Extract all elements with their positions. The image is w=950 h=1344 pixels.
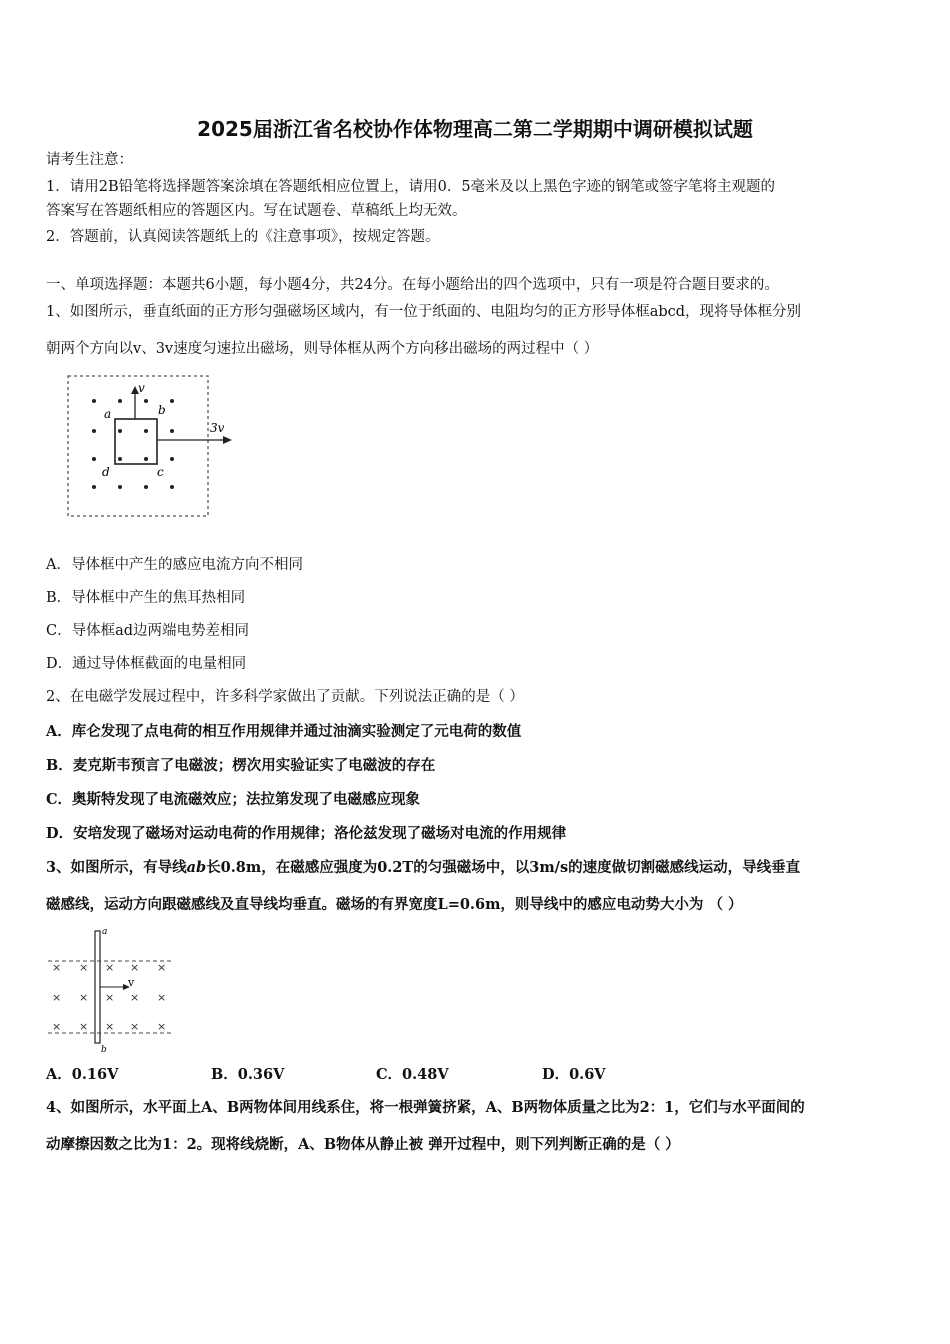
- svg-text:×: ×: [105, 1020, 115, 1033]
- q4-stem-line-2: 动摩擦因数之比为1：2。现将线烧断，A、B物体从静止被 弹开过程中，则下列判断正确的是（ ）: [46, 1136, 680, 1153]
- svg-text:×: ×: [130, 1020, 140, 1033]
- notice-item-1-line-1: 1．请用2B铅笔将选择题答案涂填在答题纸相应位置上，请用0．5毫米及以上黑色字迹的钢笔或签字笔将主观题的: [46, 179, 776, 195]
- q2-option-c: C．奥斯特发现了电流磁效应；法拉第发现了电磁感应现象: [46, 791, 421, 808]
- q3-stem-part-1: 3、如图所示，有导线: [46, 859, 187, 876]
- conductor-ab: [95, 931, 100, 1043]
- label-3v: 3v: [210, 421, 225, 435]
- q3-option-c: C．0.48V: [376, 1066, 449, 1083]
- svg-text:×: ×: [52, 1020, 62, 1033]
- label-a: a: [104, 407, 112, 421]
- q3-option-d: D．0.6V: [542, 1066, 606, 1083]
- q1-option-d: D．通过导体框截面的电量相同: [46, 656, 247, 672]
- page-title: 2025届浙江省名校协作体物理高二第二学期期中调研模拟试题: [197, 117, 753, 141]
- q3-stem-part-2: 长0.8m，在磁感应强度为0.2T的匀强磁场中，以3m/s的速度做切割磁感线运动，导线垂直: [206, 859, 801, 876]
- label-a: a: [102, 927, 108, 937]
- q2-option-a: A．库仑发现了点电荷的相互作用规律并通过油滴实验测定了元电荷的数值: [46, 723, 522, 740]
- label-c: c: [157, 465, 164, 479]
- svg-text:×: ×: [105, 991, 115, 1004]
- q1-option-c: C．导体框ad边两端电势差相同: [46, 623, 250, 639]
- q3-option-b: B．0.36V: [211, 1066, 285, 1083]
- svg-text:×: ×: [130, 961, 140, 974]
- svg-text:×: ×: [157, 991, 167, 1004]
- section-heading: 一、单项选择题：本题共6小题，每小题4分，共24分。在每小题给出的四个选项中，只有一项是符合题目要求的。: [46, 277, 779, 293]
- q1-figure: [60, 370, 240, 525]
- svg-text:×: ×: [79, 961, 89, 974]
- arrow-right-head: [223, 436, 232, 444]
- label-b: b: [101, 1045, 107, 1055]
- q2-option-b: B．麦克斯韦预言了电磁波；楞次用实验证实了电磁波的存在: [46, 757, 436, 774]
- q3-figure: [44, 925, 184, 1055]
- q1-option-b: B．导体框中产生的焦耳热相同: [46, 590, 246, 606]
- q3-option-a: A．0.16V: [46, 1066, 119, 1083]
- svg-text:×: ×: [157, 1020, 167, 1033]
- magnetic-field-region: [68, 376, 208, 516]
- notice-item-2: 2．答题前，认真阅读答题纸上的《注意事项》，按规定答题。: [46, 229, 440, 245]
- label-d: d: [102, 465, 110, 479]
- svg-text:×: ×: [105, 961, 115, 974]
- q3-stem-line-1: [46, 858, 800, 878]
- svg-text:×: ×: [52, 991, 62, 1004]
- svg-text:×: ×: [79, 1020, 89, 1033]
- svg-text:×: ×: [157, 961, 167, 974]
- notice-item-1-line-2: 答案写在答题纸相应的答题区内。写在试题卷、草稿纸上均无效。: [46, 203, 467, 219]
- notice-heading: 请考生注意：: [46, 152, 133, 168]
- q1-stem-line-2: 朝两个方向以v、3v速度匀速拉出磁场，则导体框从两个方向移出磁场的两过程中（ ）: [46, 341, 599, 357]
- label-v: v: [138, 381, 145, 395]
- label-b: b: [158, 403, 166, 417]
- q2-stem: 2、在电磁学发展过程中，许多科学家做出了贡献。下列说法正确的是（ ）: [46, 689, 524, 705]
- q1-option-a: A．导体框中产生的感应电流方向不相同: [46, 557, 303, 573]
- conductor-frame: [115, 419, 157, 464]
- field-crosses: [52, 961, 166, 1033]
- q2-option-d: D．安培发现了磁场对运动电荷的作用规律；洛伦兹发现了磁场对电流的作用规律: [46, 825, 567, 842]
- q3-stem-line-2: 磁感线，运动方向跟磁感线及直导线均垂直。磁场的有界宽度L=0.6m，则导线中的感应电动势大小为 （ ）: [46, 896, 743, 913]
- q4-stem-line-1: 4、如图所示，水平面上A、B两物体间用线系住，将一根弹簧挤紧，A、B两物体质量之比为2：1，它们与水平面间的: [46, 1099, 805, 1116]
- svg-text:×: ×: [52, 961, 62, 974]
- svg-text:×: ×: [79, 991, 89, 1004]
- svg-text:×: ×: [130, 991, 140, 1004]
- label-v: v: [128, 976, 135, 989]
- q1-stem-line-1: 1、如图所示，垂直纸面的正方形匀强磁场区域内，有一位于纸面的、电阻均匀的正方形导体框abcd，现将导体框分别: [46, 304, 802, 320]
- q3-stem-ab: ab: [186, 859, 207, 876]
